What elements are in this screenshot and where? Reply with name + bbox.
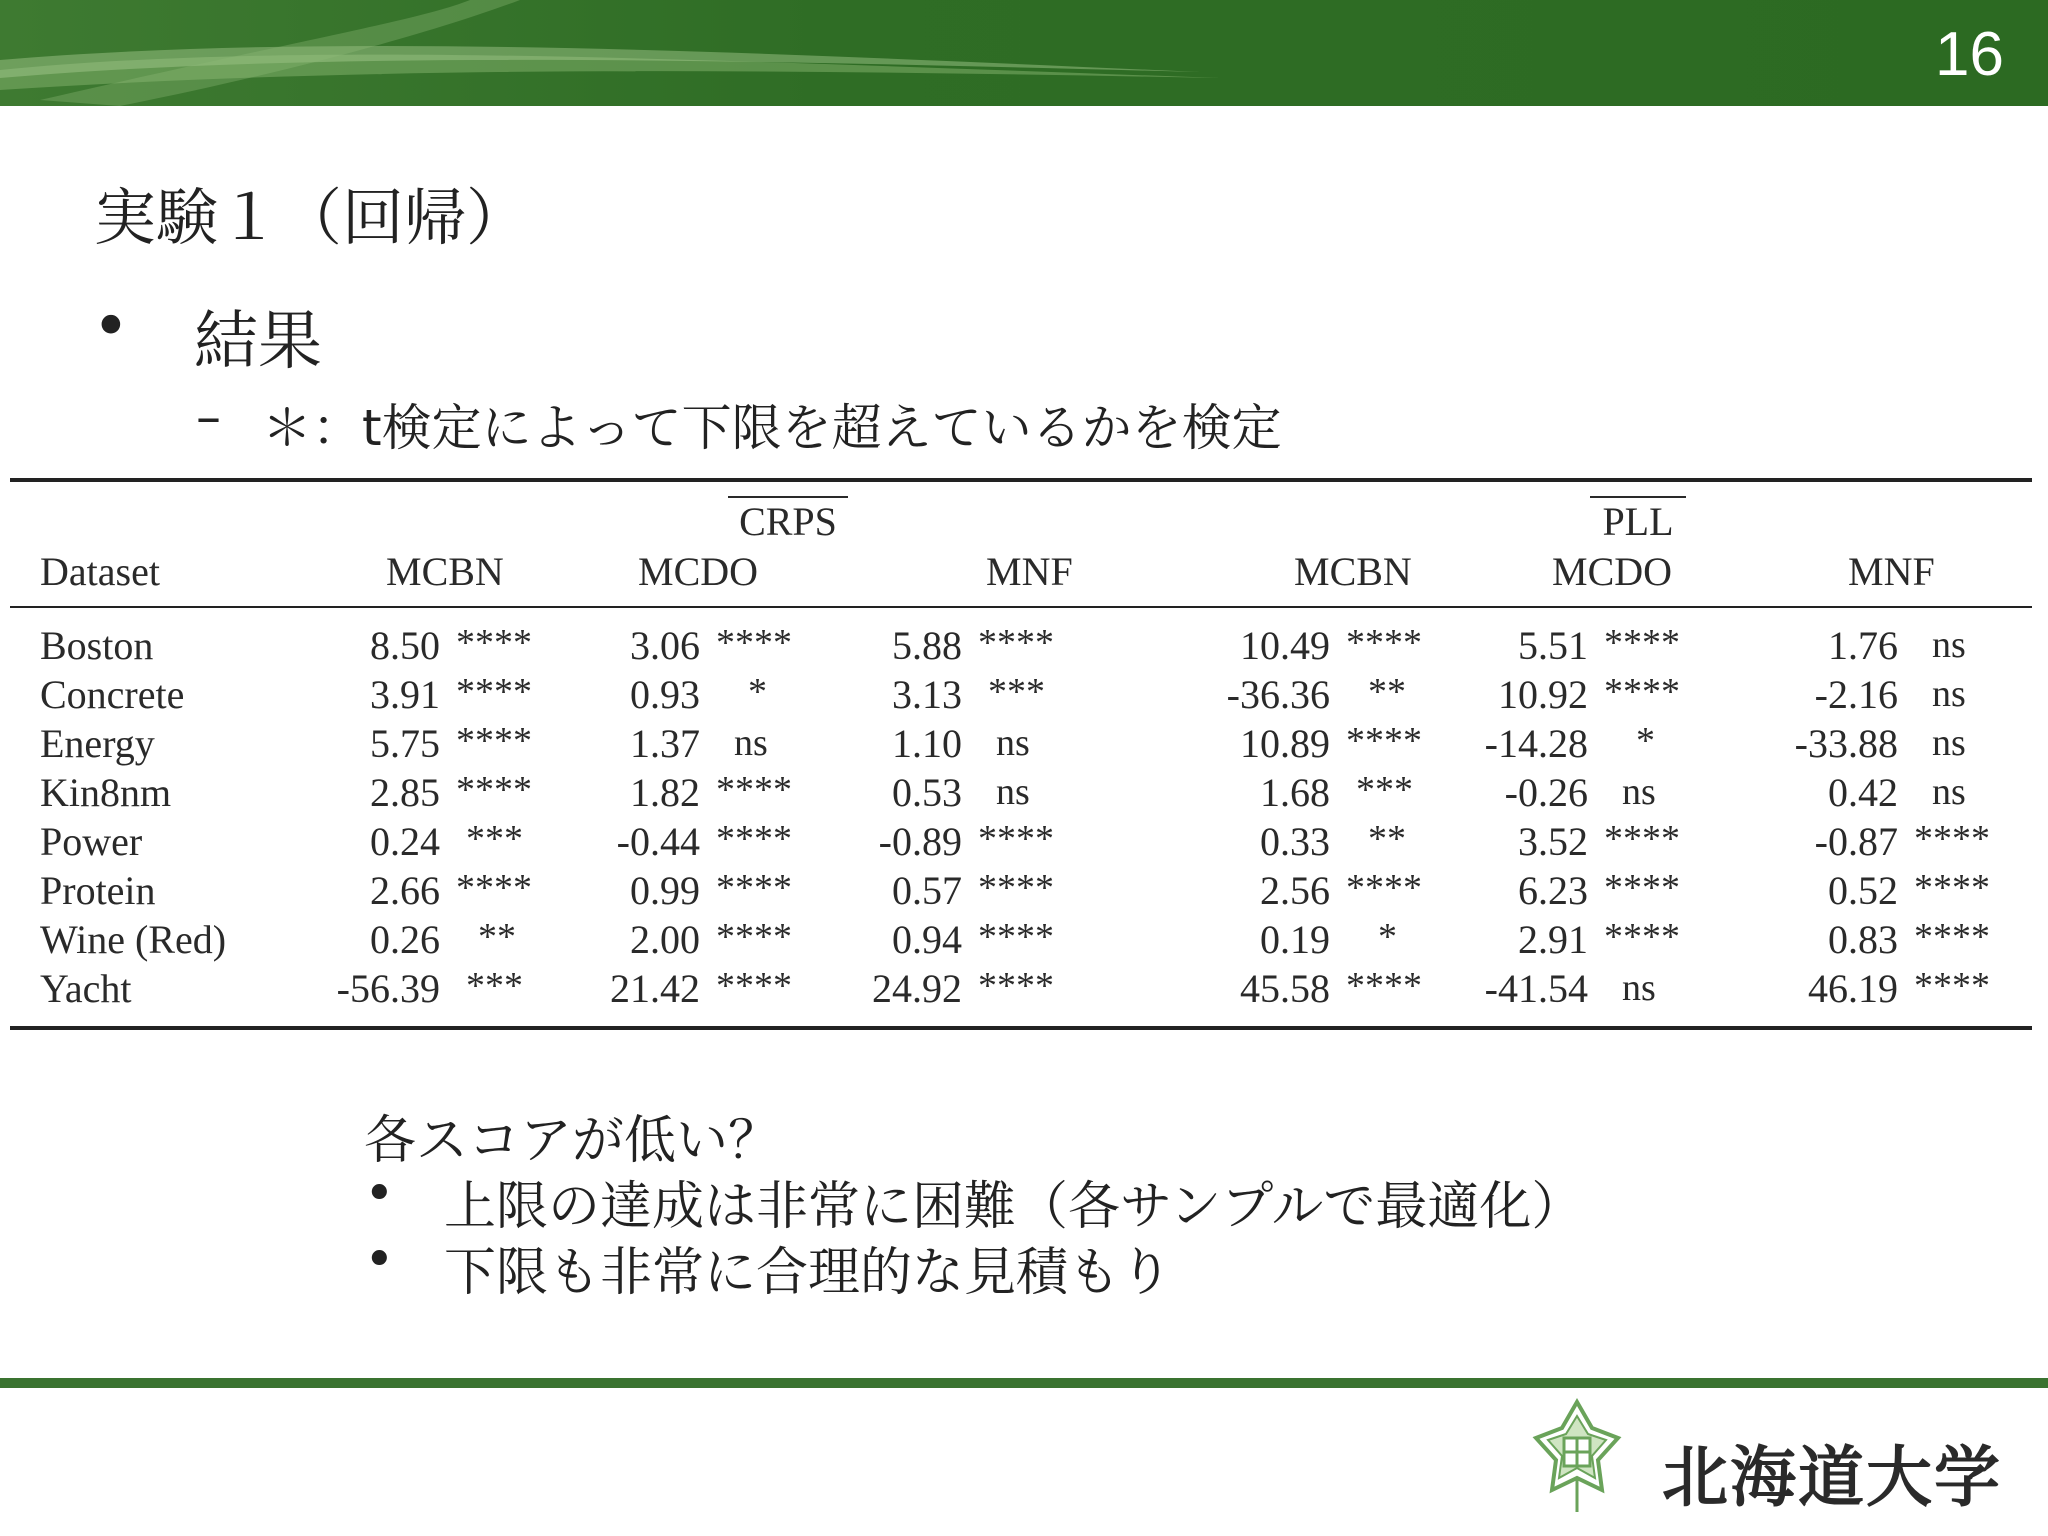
university-crest-icon (1532, 1398, 1622, 1516)
table-cell-significance: **** (716, 916, 792, 958)
table-cell-value: 46.19 (1808, 966, 1898, 1011)
table-cell-significance: **** (1604, 916, 1680, 958)
bullet-mark: • (92, 290, 130, 364)
table-cell-significance: **** (456, 622, 532, 664)
column-header-crps-mcbn: MCBN (386, 549, 504, 594)
bullet-mark: • (364, 1230, 395, 1290)
table-cell-significance: ** (478, 916, 516, 958)
table-cell-significance: **** (1346, 867, 1422, 909)
table-cell-significance: **** (978, 622, 1054, 664)
table-cell-value: 0.24 (370, 819, 440, 864)
table-row-dataset: Kin8nm (40, 770, 172, 815)
table-cell-significance: *** (1356, 769, 1413, 811)
table-cell-significance: **** (716, 818, 792, 860)
table-row-dataset: Power (40, 819, 143, 864)
table-cell-significance: **** (716, 965, 792, 1007)
notes-heading: 各スコアが低い？ (364, 1111, 781, 1171)
table-cell-value: 0.99 (630, 868, 700, 913)
table-cell-significance: ns (734, 722, 768, 764)
table-row-dataset: Yacht (40, 966, 132, 1011)
table-cell-significance: **** (978, 818, 1054, 860)
table-cell-significance: ** (1368, 671, 1406, 713)
results-table (10, 478, 2032, 1030)
table-cell-value: 1.82 (630, 770, 700, 815)
table-cell-value: 0.94 (892, 917, 962, 962)
table-cell-significance: **** (456, 671, 532, 713)
table-cell-significance: * (1378, 916, 1397, 958)
table-cell-significance: **** (1604, 671, 1680, 713)
university-name: 北海道大学 (1662, 1439, 2002, 1516)
table-cell-significance: **** (716, 769, 792, 811)
bullet-text: 結果 (194, 305, 322, 379)
table-cell-value: 3.52 (1518, 819, 1588, 864)
table-cell-value: -14.28 (1484, 721, 1588, 766)
table-bottom-rule (10, 1026, 2032, 1030)
table-cell-value: 0.42 (1828, 770, 1898, 815)
table-cell-value: -36.36 (1226, 672, 1330, 717)
table-cell-significance: ns (1622, 771, 1656, 813)
table-cell-value: 10.49 (1240, 623, 1330, 668)
table-row-dataset: Concrete (40, 672, 185, 717)
table-cell-significance: **** (456, 867, 532, 909)
table-cell-value: 0.52 (1828, 868, 1898, 913)
table-cell-significance: ns (1932, 624, 1966, 666)
sub-bullet-text: ＊：t検定によって下限を超えているかを検定 (262, 399, 1282, 457)
header-swoosh-decoration (0, 0, 1400, 106)
table-cell-significance: **** (1346, 720, 1422, 762)
table-cell-value: 10.89 (1240, 721, 1330, 766)
table-cell-significance: **** (1914, 965, 1990, 1007)
table-cell-value: 3.13 (892, 672, 962, 717)
table-cell-significance: *** (988, 671, 1045, 713)
table-cell-value: 24.92 (872, 966, 962, 1011)
group-header-crps: CRPS (728, 502, 848, 542)
table-cell-value: -56.39 (336, 966, 440, 1011)
table-cell-value: 21.42 (610, 966, 700, 1011)
table-cell-value: 0.57 (892, 868, 962, 913)
table-cell-significance: ns (1932, 673, 1966, 715)
table-cell-value: 45.58 (1240, 966, 1330, 1011)
column-header-pll-mcdo: MCDO (1552, 549, 1673, 594)
table-cell-significance: *** (466, 818, 523, 860)
table-cell-significance: ns (1932, 771, 1966, 813)
table-cell-value: 1.37 (630, 721, 700, 766)
table-cell-value: -0.87 (1814, 819, 1898, 864)
table-cell-value: 5.88 (892, 623, 962, 668)
sub-bullet-mark: – (196, 388, 221, 446)
table-top-rule (10, 478, 2032, 482)
table-cell-significance: **** (1346, 622, 1422, 664)
table-cell-value: -0.26 (1504, 770, 1588, 815)
table-cell-value: 2.00 (630, 917, 700, 962)
table-cell-value: 0.26 (370, 917, 440, 962)
table-cell-value: 0.19 (1260, 917, 1330, 962)
table-cell-significance: **** (978, 965, 1054, 1007)
table-cell-value: 1.10 (892, 721, 962, 766)
bullet-text: 下限も非常に合理的な見積もり (444, 1243, 1173, 1303)
table-cell-value: 2.66 (370, 868, 440, 913)
table-cell-significance: * (748, 671, 767, 713)
column-header-pll-mcbn: MCBN (1294, 549, 1412, 594)
column-header-pll-mnf: MNF (1848, 549, 1935, 594)
table-cell-value: 5.75 (370, 721, 440, 766)
table-cell-significance: **** (1914, 916, 1990, 958)
table-cell-value: 0.83 (1828, 917, 1898, 962)
table-cell-value: 0.53 (892, 770, 962, 815)
table-header-rule (10, 606, 2032, 608)
table-cell-significance: ns (1622, 967, 1656, 1009)
table-row-dataset: Energy (40, 721, 155, 766)
column-header-crps-mnf: MNF (986, 549, 1073, 594)
table-cell-value: -0.44 (616, 819, 700, 864)
table-cell-value: 6.23 (1518, 868, 1588, 913)
column-header-crps-mcdo: MCDO (638, 549, 759, 594)
header-band (0, 0, 2048, 106)
table-cell-significance: **** (978, 867, 1054, 909)
footer-rule (0, 1378, 2048, 1388)
table-cell-significance: **** (1346, 965, 1422, 1007)
page-number: 16 (1935, 20, 2004, 89)
table-cell-value: 2.85 (370, 770, 440, 815)
table-cell-significance: ns (996, 771, 1030, 813)
table-cell-value: -2.16 (1814, 672, 1898, 717)
table-row-dataset: Wine (Red) (40, 917, 227, 962)
table-cell-significance: **** (716, 622, 792, 664)
group-header-pll: PLL (1590, 502, 1686, 542)
table-cell-value: 2.91 (1518, 917, 1588, 962)
bullet-text: 上限の達成は非常に困難（各サンプルで最適化） (444, 1177, 1584, 1237)
table-cell-significance: ns (1932, 722, 1966, 764)
table-cell-significance: *** (466, 965, 523, 1007)
table-cell-significance: **** (456, 769, 532, 811)
slide-title: 実験１（回帰） (94, 181, 529, 254)
table-cell-value: 2.56 (1260, 868, 1330, 913)
table-cell-significance: * (1636, 720, 1655, 762)
table-cell-value: 0.33 (1260, 819, 1330, 864)
table-cell-significance: **** (1604, 622, 1680, 664)
table-cell-significance: **** (1914, 818, 1990, 860)
table-cell-significance: **** (978, 916, 1054, 958)
table-cell-value: 3.06 (630, 623, 700, 668)
table-cell-value: 3.91 (370, 672, 440, 717)
table-cell-significance: ns (996, 722, 1030, 764)
table-cell-significance: **** (456, 720, 532, 762)
table-cell-value: 8.50 (370, 623, 440, 668)
table-cell-significance: **** (1604, 867, 1680, 909)
table-cell-value: -41.54 (1484, 966, 1588, 1011)
table-cell-significance: **** (716, 867, 792, 909)
table-cell-value: -33.88 (1794, 721, 1898, 766)
table-cell-value: -0.89 (878, 819, 962, 864)
table-cell-value: 1.76 (1828, 623, 1898, 668)
table-cell-value: 10.92 (1498, 672, 1588, 717)
table-cell-significance: **** (1914, 867, 1990, 909)
bullet-mark: • (364, 1164, 395, 1224)
column-header-dataset: Dataset (40, 549, 160, 594)
table-cell-value: 5.51 (1518, 623, 1588, 668)
table-cell-significance: ** (1368, 818, 1406, 860)
table-row-dataset: Protein (40, 868, 156, 913)
table-row-dataset: Boston (40, 623, 154, 668)
table-cell-value: 1.68 (1260, 770, 1330, 815)
table-cell-value: 0.93 (630, 672, 700, 717)
table-cell-significance: **** (1604, 818, 1680, 860)
